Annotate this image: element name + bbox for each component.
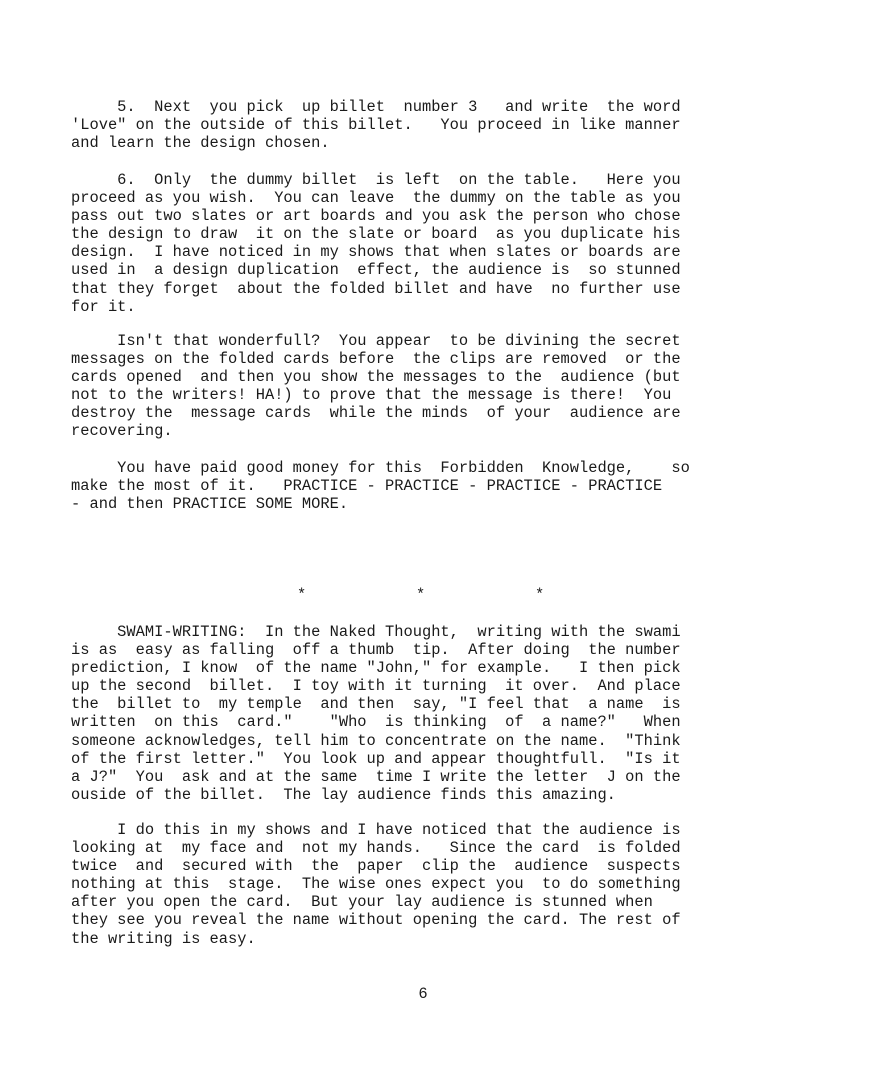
paragraph-step-5: 5. Next you pick up billet number 3 and write the word 'Love" on the outside of this billet. You proceed in like manner and learn the design chosen. <box>71 98 681 153</box>
paragraph-swami-writing: SWAMI-WRITING: In the Naked Thought, writing with the swami is as easy as falling off a thumb tip. After doing the number prediction, I know of the name "John," for example. I then pick up the second billet. I toy with it turning it over. And place the billet to my temple and then say, "I feel that a name is written on this card." "Who is thinking of a name?" When someone acknowledges, tell him to concentrate on the name. "Think of the first letter." You look up and appear thoughtfull. "Is it a J?" You ask and at the same time I write the letter J on the ouside of the billet. The lay audience finds this amazing. <box>71 623 681 804</box>
paragraph-wonderful: Isn't that wonderfull? You appear to be divining the secret messages on the folded cards before the clips are removed or the cards opened and then you show the messages to the audience (but not to the writers! HA!) to prove that the message is there! You destroy the message cards while the minds of your audience are recovering. <box>71 332 681 441</box>
paragraph-practice: You have paid good money for this Forbidden Knowledge, so make the most of it. PRACTICE - PRACTICE - PRACTICE - PRACTICE - and then PRACTICE SOME MORE. <box>71 459 690 514</box>
paragraph-step-6: 6. Only the dummy billet is left on the table. Here you proceed as you wish. You can leave the dummy on the table as you pass out two slates or art boards and you ask the person who chose the design to draw it on the slate or board as you duplicate his design. I have noticed in my shows that when slates or boards are used in a design duplication effect, the audience is so stunned that they forget about the folded billet and have no further use for it. <box>71 171 681 316</box>
paragraph-shows: I do this in my shows and I have noticed that the audience is looking at my face and not my hands. Since the card is folded twice and secured with the paper clip the audience suspects nothing at this stage. The wise ones expect you to do something after you open the card. But your lay audience is stunned when they see you reveal the name without opening the card. The rest of the writing is easy. <box>71 821 681 948</box>
page-number: 6 <box>418 985 428 1003</box>
separator-star-2: * <box>416 586 426 604</box>
separator-star-3: * <box>535 586 545 604</box>
separator-star-1: * <box>297 586 307 604</box>
